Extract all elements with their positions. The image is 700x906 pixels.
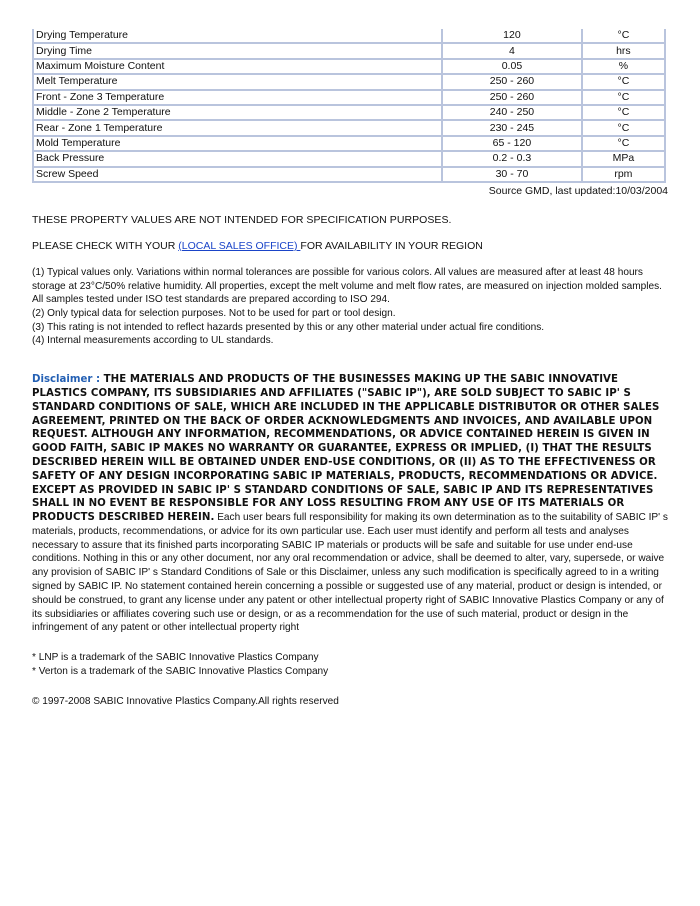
- footnote-1: (1) Typical values only. Variations within normal tolerances are possible for various colors. All values are measured after at least 48 hours storage at 23°C/50% relative humidity. All properties, except the melt volume and melt flow rates, are measured on injection molded samples. All samples tested under ISO test standards are prepared according to ISO 294.: [32, 266, 662, 306]
- property-name: Drying Time: [33, 43, 442, 58]
- property-unit: °C: [582, 29, 665, 43]
- disclaimer: [32, 373, 670, 635]
- footnote-3: (3) This rating is not intended to reflect hazards presented by this or any other material under actual fire conditions.: [32, 321, 545, 333]
- table-row: [33, 43, 665, 58]
- trademark-lnp: * LNP is a trademark of the SABIC Innovative Plastics Company: [32, 652, 319, 664]
- property-value: 250 - 260: [442, 90, 582, 105]
- disclaimer-label: Disclaimer :: [32, 374, 104, 386]
- table-row: [33, 105, 665, 120]
- table-row: [33, 90, 665, 105]
- table-row: [33, 29, 665, 43]
- property-name: Melt Temperature: [33, 74, 442, 89]
- property-value: 0.2 - 0.3: [442, 151, 582, 166]
- property-value: 240 - 250: [442, 105, 582, 120]
- property-unit: °C: [582, 74, 665, 89]
- processing-properties-table: [32, 29, 666, 183]
- trademark-verton: * Verton is a trademark of the SABIC Innovative Plastics Company: [32, 665, 329, 677]
- table-row: [33, 120, 665, 135]
- table-row: [33, 74, 665, 89]
- document-page: [32, 29, 668, 707]
- property-unit: °C: [582, 105, 665, 120]
- disclaimer-body-text: Each user bears full responsibility for making its own determination as to the suitability of SABIC IP' s materials, products, recommendations, or advice for its own particular use. Each user must identify and perform all tests and analyses necessary to assure that its finished parts incorporating SABIC IP materials or products will be safe and suitable for use under end-use conditions. Nothing in this or any other document, nor any oral recommendation or advice, shall be deemed to alter, vary, supersede, or waive any provision of SABIC IP' s Standard Conditions of Sale or this Disclaimer, unless any such modification is specifically agreed to in a writing signed by SABIC IP. No statement contained herein concerning a possible or suggested use of any material, product or design is intended, or should be construed, to grant any license under any patent or other intellectual property right of SABIC Innovative Plastics Company or any of its subsidiaries or affiliates covering such use or design, or as a recommendation for the use of such material, product or design in the infringement of any patent or other intellectual property right: [32, 512, 668, 634]
- table-row: [33, 136, 665, 151]
- property-name: Rear - Zone 1 Temperature: [33, 120, 442, 135]
- property-unit: rpm: [582, 167, 665, 182]
- property-unit: °C: [582, 120, 665, 135]
- property-value: 120: [442, 29, 582, 43]
- property-unit: hrs: [582, 43, 665, 58]
- property-value: 230 - 245: [442, 120, 582, 135]
- property-value: 250 - 260: [442, 74, 582, 89]
- property-name: Maximum Moisture Content: [33, 59, 442, 74]
- property-unit: MPa: [582, 151, 665, 166]
- availability-suffix: FOR AVAILABILITY IN YOUR REGION: [300, 239, 483, 252]
- table-row: [33, 167, 665, 182]
- property-name: Drying Temperature: [33, 29, 442, 43]
- property-value: 0.05: [442, 59, 582, 74]
- footnotes: [32, 266, 668, 348]
- property-name: Middle - Zone 2 Temperature: [33, 105, 442, 120]
- property-name: Mold Temperature: [33, 136, 442, 151]
- property-value: 4: [442, 43, 582, 58]
- property-name: Screw Speed: [33, 167, 442, 182]
- property-unit: %: [582, 59, 665, 74]
- property-name: Back Pressure: [33, 151, 442, 166]
- local-sales-office-link[interactable]: (LOCAL SALES OFFICE): [178, 239, 301, 252]
- specification-notice: THESE PROPERTY VALUES ARE NOT INTENDED FOR SPECIFICATION PURPOSES.: [32, 213, 452, 226]
- property-value: 65 - 120: [442, 136, 582, 151]
- property-unit: °C: [582, 136, 665, 151]
- table-row: [33, 59, 665, 74]
- trademarks: [32, 651, 668, 678]
- footnote-4: (4) Internal measurements according to UL standards.: [32, 335, 274, 347]
- availability-notice: [32, 240, 668, 252]
- property-name: Front - Zone 3 Temperature: [33, 90, 442, 105]
- footnote-2: (2) Only typical data for selection purposes. Not to be used for part or tool design.: [32, 308, 396, 320]
- property-unit: °C: [582, 90, 665, 105]
- copyright: © 1997-2008 SABIC Innovative Plastics Company.All rights reserved: [32, 695, 339, 707]
- availability-prefix: PLEASE CHECK WITH YOUR: [32, 239, 179, 252]
- property-value: 30 - 70: [442, 167, 582, 182]
- source-note: Source GMD, last updated:10/03/2004: [488, 184, 668, 197]
- table-row: [33, 151, 665, 166]
- disclaimer-caps-text: THE MATERIALS AND PRODUCTS OF THE BUSINESSES MAKING UP THE SABIC INNOVATIVE PLASTICS COMPANY, ITS SUBSIDIARIES AND AFFILIATES ("SABIC IP"), ARE SOLD SUBJECT TO SABIC IP' S STANDARD CONDITIONS OF SALE, WHICH ARE INCLUDED IN THE APPLICABLE DISTRIBUTOR OR OTHER SALES AGREEMENT, PRINTED ON THE BACK OF ORDER ACKNOWLEDGMENTS AND INVOICES, AND AVAILABLE UPON REQUEST. ALTHOUGH ANY INFORMATION, RECOMMENDATIONS, OR ADVICE CONTAINED HEREIN IS GIVEN IN GOOD FAITH, SABIC IP MAKES NO WARRANTY OR GUARANTEE, EXPRESS OR IMPLIED, (I) THAT THE RESULTS DESCRIBED HEREIN WILL BE OBTAINED UNDER END-USE CONDITIONS, OR (II) AS TO THE EFFECTIVENESS OR SAFETY OF ANY DESIGN INCORPORATING SABIC IP MATERIALS, PRODUCTS, RECOMMENDATIONS OR ADVICE. EXCEPT AS PROVIDED IN SABIC IP' S STANDARD CONDITIONS OF SALE, SABIC IP AND ITS REPRESENTATIVES SHALL IN NO EVENT BE RESPONSIBLE FOR ANY LOSS RESULTING FROM ANY USE OF ITS MATERIALS OR PRODUCTS DESCRIBED HEREIN.: [32, 374, 660, 524]
